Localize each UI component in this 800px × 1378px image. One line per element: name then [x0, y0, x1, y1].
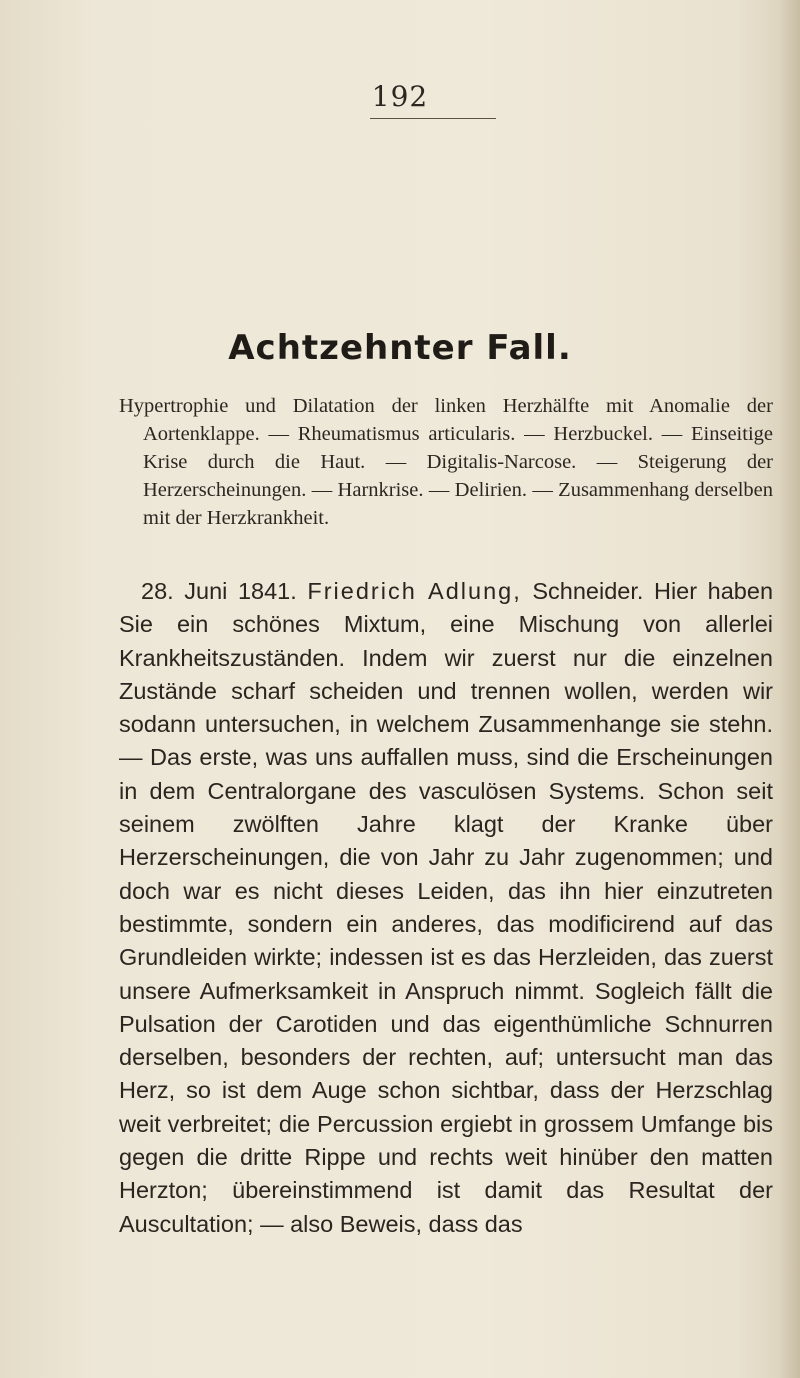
case-summary: Hypertrophie und Dilatation der linken Herzhälfte mit Anomalie der Aortenklappe. — Rheumatismus articularis. — Herzbuckel. — Einseitige Krise durch die Haut. — Digitalis-Narcose. — Steigerung der Herzerscheinungen. — Harnkrise. — Delirien. — Zusammenhang derselben mit der Herzkrankheit.	[119, 395, 773, 529]
case-date: 28. Juni 1841.	[141, 578, 297, 604]
case-body-text: Schneider. Hier haben Sie ein schönes Mixtum, eine Mischung von allerlei Krankheitszuständen. Indem wir zuerst nur die einzelnen Zustände scharf scheiden und trennen wollen, werden wir sodann untersuchen, in welchem Zusammenhange sie stehn. — Das erste, was uns auffallen muss, sind die Erscheinungen in dem Centralorgane des vasculösen Systems. Schon seit seinem zwölften Jahre klagt der Kranke über Herzerscheinungen, die von Jahr zu Jahr zugenommen; und doch war es nicht dieses Leiden, das ihn hier einzutreten bestimmte, sondern ein anderes, das modificirend auf das Grundleiden wirkte; indessen ist es das Herzleiden, das zuerst unsere Aufmerksamkeit in Anspruch nimmt. Sogleich fällt die Pulsation der Carotiden und das eigenthümliche Schnurren derselben, besonders der rechten, auf; untersucht man das Herz, so ist dem Auge schon sichtbar, dass der Herzschlag weit verbreitet; die Percussion ergiebt in grossem Umfange bis gegen die dritte Rippe und rechts weit hinüber den matten Herzton; übereinstimmend ist damit das Resultat der Auscultation; — also Beweis, dass das	[119, 578, 774, 1237]
case-body	[119, 575, 773, 1241]
chapter-heading: Achtzehnter Fall.	[228, 328, 572, 368]
page-edge-shadow	[778, 0, 800, 1378]
page-number: 192	[371, 80, 429, 113]
patient-name: Friedrich Adlung,	[307, 578, 522, 604]
page-number-rule	[370, 118, 496, 119]
